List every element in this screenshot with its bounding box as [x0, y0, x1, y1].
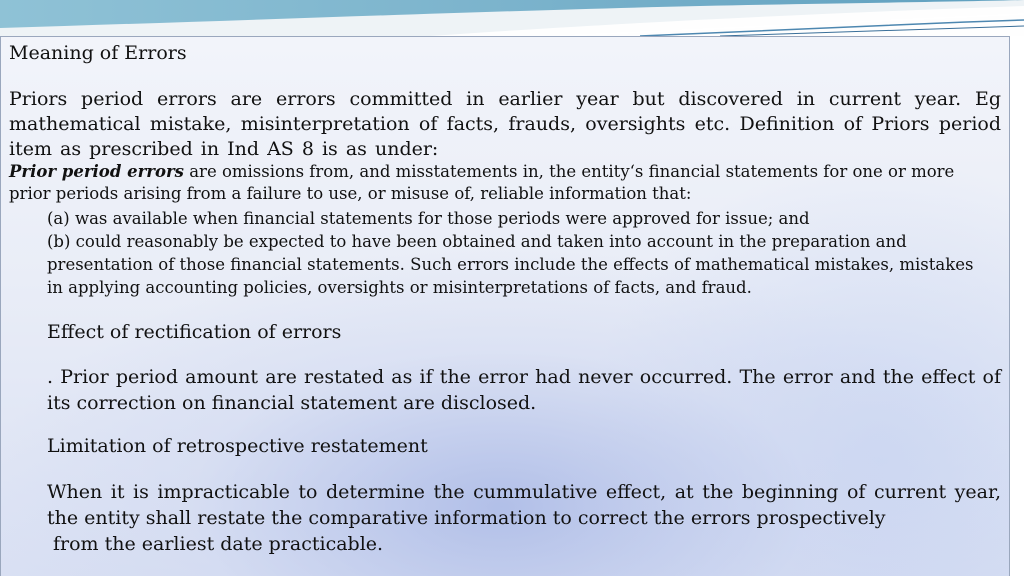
intro-paragraph: Priors period errors are errors committed in earlier year but discovered in current year. Eg mathematical mistake, misinterpretation of facts, frauds, oversights etc. Definition of Priors period item as prescribed in Ind AS 8 is as under: — [9, 88, 1001, 160]
limitation-heading: Limitation of retrospective restatement — [47, 435, 428, 457]
clause-b: (b) could reasonably be expected to have been obtained and taken into account in the preparation and presentation of those financial statements. Such errors include the effects of mathematical mistakes, mistakes in applying accounting policies, oversights or misinterpretations of facts, and fraud. — [47, 232, 974, 297]
section-title: Meaning of Errors — [9, 42, 187, 64]
clause-a: (a) was available when financial statements for those periods were approved for issue; and — [47, 209, 810, 228]
definition-text: are omissions from, and misstatements in, the entity‘s financial statements for one or more prior periods arising from a failure to use, or misuse of, reliable information that: — [9, 162, 955, 203]
effect-heading: Effect of rectification of errors — [47, 321, 342, 343]
definition-paragraph — [9, 161, 1001, 205]
limitation-paragraph: When it is impracticable to determine the cummulative effect, at the beginning of current year, the entity shall restate the comparative information to correct the errors prospectively — [47, 481, 1001, 529]
limitation-paragraph-end: from the earliest date practicable. — [53, 533, 384, 555]
header-banner — [0, 0, 1024, 36]
effect-paragraph: . Prior period amount are restated as if the error had never occurred. The error and the effect of its correction on financial statement are disclosed. — [47, 366, 1001, 414]
definition-term: Prior period errors — [9, 162, 184, 181]
slide-content — [0, 36, 1010, 576]
wave-decoration — [0, 0, 1024, 36]
